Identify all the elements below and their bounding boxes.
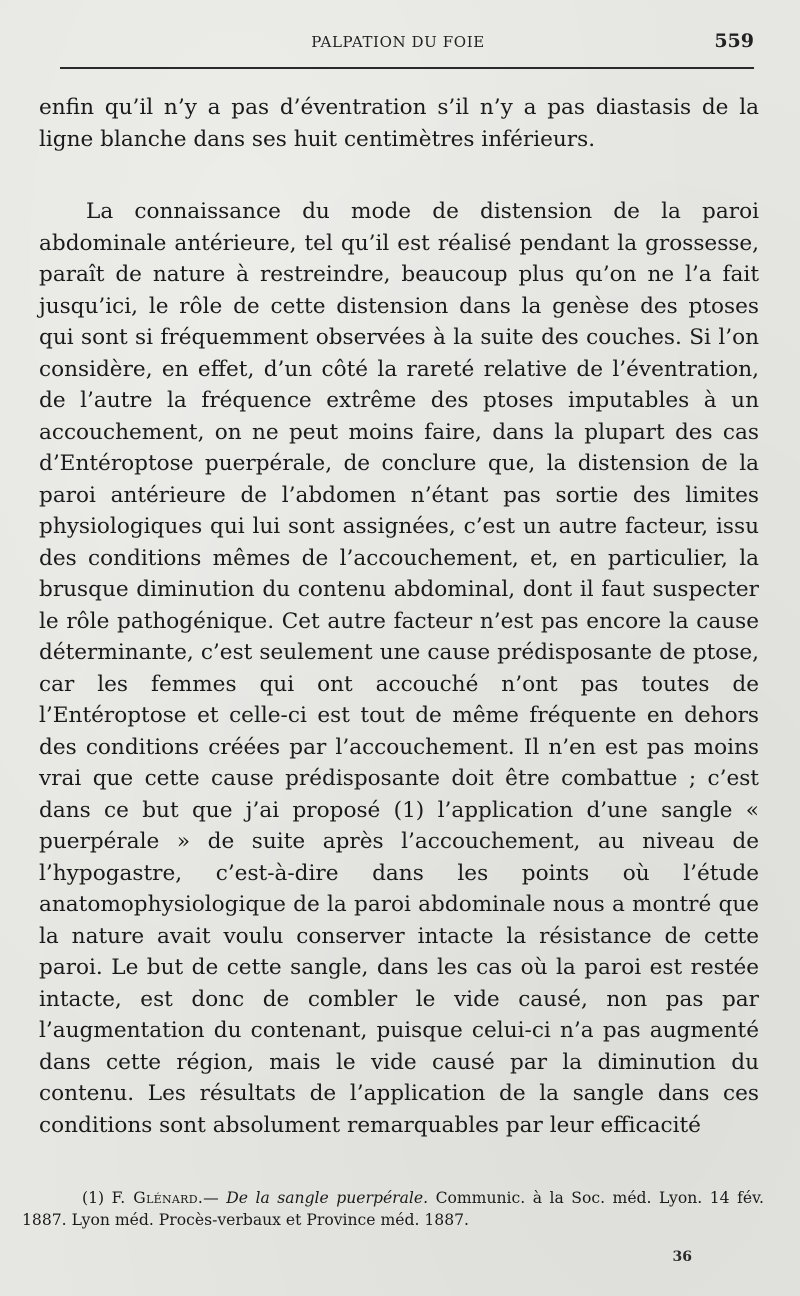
page-number: 559 <box>714 30 754 52</box>
paragraph-continued: enfin qu’il n’y a pas d’éventration s’il n’y a pas diastasis de la ligne blanche dans ses huit centimètres inférieurs. <box>39 95 759 152</box>
body-text <box>39 92 759 1141</box>
footnote-marker: (1) <box>82 1189 112 1207</box>
footnote-title: De la sangle puerpérale. <box>226 1189 429 1207</box>
footnote-reference: Communic. à la Soc. méd. Lyon. 14 fév. 1887. Lyon méd. Procès-verbaux et Province méd. 1887. <box>22 1189 764 1229</box>
signature-mark: 36 <box>672 1249 692 1265</box>
footnote-1 <box>22 1187 764 1231</box>
paragraph-main: La connaissance du mode de distension de la paroi abdominale antérieure, tel qu’il est réalisé pendant la grossesse, paraît de nature à restreindre, beaucoup plus qu’on ne l’a fait jusqu’ici, le rôle de cette distension dans la genèse des ptoses qui sont si fréquemment observées à la suite des couches. Si l’on considère, en effet, d’un côté la rareté relative de l’éventration, de l’autre la fréquence extrême des ptoses imputables à un accouchement, on ne peut moins faire, dans la plupart des cas d’Entéroptose puerpérale, de conclure que, la distension de la paroi antérieure de l’abdomen n’étant pas sortie des limites physiologiques qui lui sont assignées, c’est un autre facteur, issu des conditions mêmes de l’accouchement, et, en particulier, la brusque diminution du contenu abdominal, dont il faut suspecter le rôle pathogénique. Cet autre facteur n’est pas encore la cause déterminante, c’est seulement une cause prédisposante de ptose, car les femmes qui ont accouché n’ont pas toutes de l’Entéroptose et celle-ci est tout de même fréquente en dehors des conditions créées par l’accouchement. Il n’en est pas moins vrai que cette cause prédisposante doit être combattue ; c’est dans ce but que j’ai proposé (1) l’application d’une sangle « puerpérale » de suite après l’accouchement, au niveau de l’hypogastre, c’est-à-dire dans les points où l’étude anatomophysiologique de la paroi abdominale nous a montré que la nature avait voulu conserver intacte la résistance de cette paroi. Le but de cette sangle, dans les cas où la paroi est restée intacte, est donc de combler le vide causé, non pas par l’augmentation du contenant, puisque celui-ci n’a pas augmenté dans cette région, mais le vide causé par la diminution du contenu. Les résultats de l’application de la sangle dans ces conditions sont absolument remarquables par leur efficacité <box>39 199 759 1138</box>
footnotes <box>22 1187 764 1231</box>
page-header <box>42 30 754 64</box>
footnote-author: F. Glénard. <box>111 1189 204 1207</box>
running-title: PALPATION DU FOIE <box>311 33 485 51</box>
footnote-dash: — <box>203 1189 227 1207</box>
header-rule <box>60 67 754 69</box>
